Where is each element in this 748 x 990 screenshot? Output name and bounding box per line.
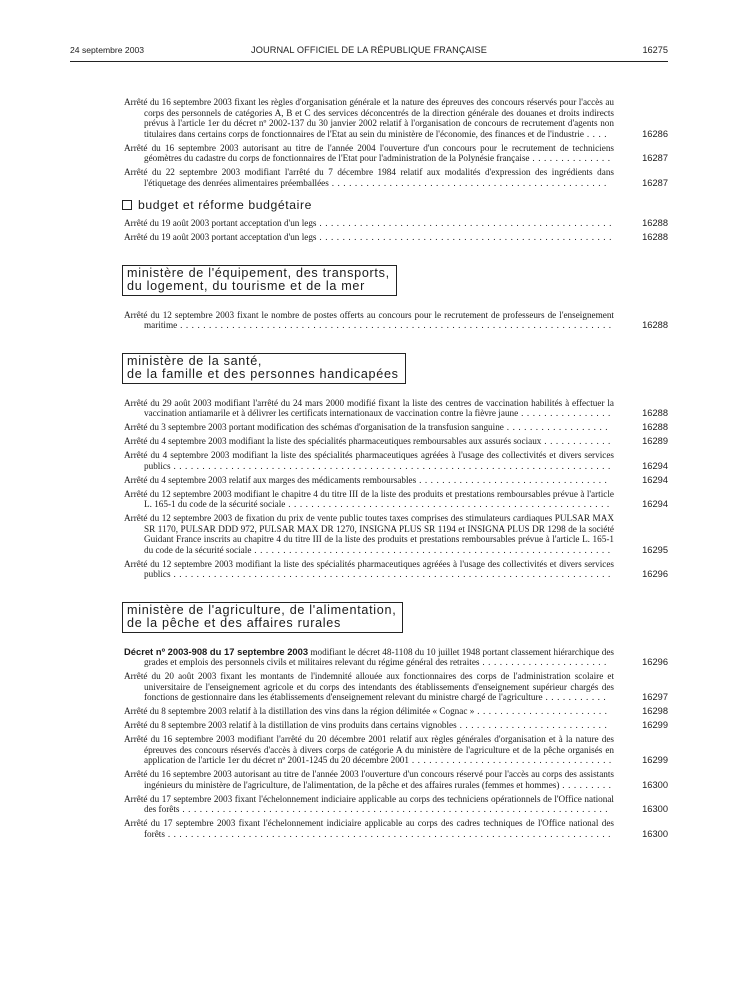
entry-text xyxy=(122,143,614,164)
entry-page-number: 16300 xyxy=(642,779,668,790)
toc-entry[interactable] xyxy=(122,218,668,229)
entry-text xyxy=(122,232,614,243)
ministry-heading-line: de la famille et des personnes handicapées xyxy=(127,367,399,382)
toc-entry[interactable] xyxy=(122,232,668,243)
entry-description: Arrêté du 16 septembre 2003 autorisant au titre de l'année 2004 l'ouverture d'un concours pour le recrutement de techniciens géomètres du cadastre du corps de fonctionnaires de l'Etat pour l'administration de la Polynésie française xyxy=(124,142,614,163)
toc-section xyxy=(122,334,668,580)
entry-text xyxy=(122,720,614,731)
entry-text xyxy=(122,734,614,766)
entry-description: Arrêté du 4 septembre 2003 modifiant la liste des spécialités pharmaceutiques agréées à l'usage des collectivités et divers services publics xyxy=(124,450,614,471)
dot-leader: . . . . . . . . . . . . . . . . . . . . . . . . . . . . . . . . . . . . . . . . . . . . . . . . . . . . . . . . . . . . . . . . . . . . . . . . . . . . xyxy=(170,569,611,580)
toc-section xyxy=(122,198,668,243)
toc-entry[interactable] xyxy=(122,143,668,164)
entry-page-number: 16288 xyxy=(642,218,668,228)
toc-entry[interactable] xyxy=(122,720,668,731)
section-title xyxy=(122,198,668,212)
entry-text xyxy=(122,513,614,555)
entry-page-number: 16300 xyxy=(642,804,668,815)
entry-text xyxy=(122,559,614,580)
toc-entry[interactable] xyxy=(122,398,668,419)
ministry-heading-box xyxy=(122,265,397,296)
ministry-heading-line: ministère de la santé, xyxy=(127,354,263,369)
toc-entry[interactable] xyxy=(122,647,668,668)
toc-entry[interactable] xyxy=(122,436,668,447)
section-title-text: budget et réforme budgétaire xyxy=(138,198,312,212)
dot-leader: . . . . . . . . . . . . . . . . . . . . . . . . . . . . . . . . . . . . . . . . . . . . . . . . . . . . . . . . xyxy=(285,499,610,510)
ministry-heading-line: ministère de l'agriculture, de l'alimentation, xyxy=(127,603,397,618)
entry-description: Arrêté du 12 septembre 2003 de fixation du prix de vente public toutes taxes comprises des stimulateurs cardiaques PULSAR MAX SR 1170, PULSAR DDD 972, PULSAR MAX DR 1270, INSIGNA PLUS SR 1194 et INSIGNA PLUS DR 1298 de la société Guidant France inscrits au chapitre 4 du titre III de la liste des produits et prestations remboursables prévue à l'article L. 165-1 du code de la sécurité sociale xyxy=(124,513,614,555)
entry-description: Arrêté du 20 août 2003 fixant les montants de l'indemnité allouée aux fonctionnaires des corps de l'administration scolaire et universitaire de l'enseignement agricole et du corps des intendants des établissements d'enseignement supérieur chargés des fonctions de gestionnaire dans les établissements d'enseignement relevant du ministre chargé de l'agriculture xyxy=(124,671,614,703)
entry-description: Arrêté du 12 septembre 2003 fixant le nombre de postes offerts au concours pour le recrutement de professeurs de l'enseignement maritime xyxy=(124,309,614,331)
dot-leader: . . . . xyxy=(583,128,608,139)
entry-page-number: 16296 xyxy=(642,657,668,668)
entry-page-number: 16289 xyxy=(642,436,668,447)
dot-leader: . . . . . . . . . . . . . . . . . . . . . . . . . . . . . . . . . . . . . . . . . . . . . . . . . . . . . . . . . . . . . . . . . . . . . . . . . . xyxy=(179,804,609,815)
dot-leader: . . . . . . . . . . . . . . . . . . xyxy=(503,422,609,433)
entry-page-number: 16294 xyxy=(642,474,668,485)
entry-text xyxy=(122,489,614,510)
entry-description: Arrêté du 22 septembre 2003 modifiant l'arrêté du 7 décembre 1984 relatif aux modalités d'expression des ingrédients dans l'étiquetage des denrées alimentaires préemballées xyxy=(124,167,614,188)
dot-leader: . . . . . . . . . . . . . . . . . . . . . . . . . . xyxy=(456,720,608,731)
entry-description: Arrêté du 8 septembre 2003 relatif à la distillation de vins produits dans certains vignobles xyxy=(124,720,457,731)
entry-description: Arrêté du 4 septembre 2003 modifiant la liste des spécialités pharmaceutiques remboursables aux assurés sociaux xyxy=(124,436,542,447)
entry-description: Arrêté du 19 août 2003 portant acceptation d'un legs xyxy=(124,232,317,242)
dot-leader: . . . . . . . . . . . . . . . . . . . . . . . . . . . . . . . . . . . . . . . . . . . . . . . . . . . . . . . . . . . . . . xyxy=(251,544,611,555)
toc-entry[interactable] xyxy=(122,450,668,471)
entry-text xyxy=(122,706,614,717)
toc-entry[interactable] xyxy=(122,769,668,790)
toc-entry[interactable] xyxy=(122,671,668,703)
entry-description: Arrêté du 16 septembre 2003 fixant les règles d'organisation générale et la nature des épreuves des concours réservés pour l'accès au corps des personnels de catégories A, B et C des services déconcentrés de la direction générale des douanes et droits indirects prévus à l'article 1er du décret nº 2002-137 du 30 janvier 2002 relatif à l'organisation de concours de recrutement d'agents non titulaires dans certains corps de fonctionnaires de l'Etat au sein du ministère de l'économie, des finances et de l'industrie xyxy=(124,97,614,139)
entry-page-number: 16287 xyxy=(642,153,668,163)
dot-leader: . . . . . . . . . . . . . . xyxy=(529,153,611,163)
entry-page-number: 16288 xyxy=(642,408,668,419)
entry-description: modifiant le décret 48-1108 du 10 juillet 1948 portant classement hiérarchique des grades et emplois des personnels civils et militaires relevant du régime général des retraites xyxy=(144,646,615,668)
dot-leader: . . . . . . . . . . . . . . . . . . . . . . . . . . . . . . . . . . . xyxy=(408,755,612,766)
toc-entry[interactable] xyxy=(122,310,668,331)
dot-leader: . . . . . . . . . xyxy=(559,779,612,790)
dot-leader: . . . . . . . . . . . xyxy=(542,692,607,703)
toc-entry[interactable] xyxy=(122,513,668,555)
entry-text xyxy=(122,794,614,815)
entry-page-number: 16295 xyxy=(642,544,668,555)
entry-page-number: 16288 xyxy=(642,422,668,433)
entry-page-number: 16298 xyxy=(642,706,668,717)
toc-entry[interactable] xyxy=(122,706,668,717)
entry-description: Arrêté du 17 septembre 2003 fixant l'échelonnement indiciaire applicable au corps des techniciens opérationnels de l'Office national des forêts xyxy=(124,793,614,815)
entry-text xyxy=(122,310,614,331)
dot-leader: . . . . . . . . . . . . . . . . . . . . . . . . . . . . . . . . . . . . . . . . . . . . . . . . . . . . . . . . . . . . . . . . . . . . . . . . . . . . . xyxy=(164,828,612,839)
entry-description: Arrêté du 12 septembre 2003 modifiant le chapitre 4 du titre III de la liste des produits et prestations remboursables prévue à l'article L. 165-1 du code de la sécurité sociale xyxy=(124,488,614,510)
entry-text xyxy=(122,450,614,471)
entry-text xyxy=(122,97,614,139)
toc-section xyxy=(122,583,668,839)
entry-text xyxy=(122,671,614,703)
square-bullet-icon xyxy=(122,200,132,210)
toc-entry[interactable] xyxy=(122,734,668,766)
entry-text xyxy=(122,647,614,668)
table-of-contents xyxy=(122,97,668,843)
toc-entry[interactable] xyxy=(122,167,668,188)
entry-page-number: 16287 xyxy=(642,177,668,188)
entry-text xyxy=(122,422,614,433)
entry-description: Arrêté du 17 septembre 2003 fixant l'échelonnement indiciaire applicable au corps des cadres techniques de l'Office national des forêts xyxy=(124,818,614,839)
toc-section xyxy=(122,97,668,188)
entry-description: Arrêté du 12 septembre 2003 modifiant la liste des spécialités pharmaceutiques agréées à l'usage des collectivités et divers services publics xyxy=(124,558,614,580)
dot-leader: . . . . . . . . . . . . xyxy=(541,436,611,447)
toc-entry[interactable] xyxy=(122,794,668,815)
entry-page-number: 16286 xyxy=(642,128,668,139)
issue-date: 24 septembre 2003 xyxy=(70,45,145,55)
toc-entry[interactable] xyxy=(122,475,668,486)
entry-description: Arrêté du 16 septembre 2003 autorisant au titre de l'année 2003 l'ouverture d'un concours réservé pour l'accès au corps des assistants ingénieurs du ministère de l'agriculture, de l'alimentation, de la pêche et des affaires rurales (femmes et hommes) xyxy=(124,769,614,790)
entry-description: Arrêté du 3 septembre 2003 portant modification des schémas d'organisation de la transfusion sanguine xyxy=(124,422,504,433)
toc-entry[interactable] xyxy=(122,818,668,839)
dot-leader: . . . . . . . . . . . . . . . . . . . . . . . . . . . . . . . . . xyxy=(416,474,608,485)
ministry-heading-box xyxy=(122,602,403,633)
entry-page-number: 16294 xyxy=(642,499,668,510)
journal-title: JOURNAL OFFICIEL DE LA RÉPUBLIQUE FRANÇAISE xyxy=(251,45,487,55)
dot-leader: . . . . . . . . . . . . . . . . . . . . . . . . . . . . . . . . . . . . . . . . . . . . . . . . . . . . . . . . . . . . . . . . . . . . . . . . . . . xyxy=(177,320,612,331)
dot-leader: . . . . . . . . . . . . . . . . xyxy=(518,408,611,419)
ministry-heading-line: de la pêche et des affaires rurales xyxy=(127,616,341,631)
ministry-heading-box xyxy=(122,353,406,384)
dot-leader: . . . . . . . . . . . . . . . . . . . . . . . . . . . . . . . . . . . . . . . . . . . . . . . . . . . . . . . . . . . . . . . . . . . . . . . . . . . . xyxy=(170,460,611,471)
ministry-heading-line: ministère de l'équipement, des transports, xyxy=(127,266,390,280)
entry-text xyxy=(122,769,614,790)
toc-entry[interactable] xyxy=(122,97,668,139)
entry-description: Arrêté du 19 août 2003 portant acceptation d'un legs xyxy=(124,218,317,228)
entry-text xyxy=(122,436,614,447)
entry-page-number: 16288 xyxy=(642,320,668,331)
entry-description: Arrêté du 16 septembre 2003 modifiant l'arrêté du 20 décembre 2001 relatif aux règles générales d'organisation et à la nature des épreuves des concours réservés d'accès à divers corps de catégorie A du ministère de l'agriculture et de la pêche organisés en application de l'article 1er du décret nº 2001-1245 du 20 décembre 2001 xyxy=(124,734,614,766)
entry-page-number: 16299 xyxy=(642,755,668,766)
entry-description: Arrêté du 29 août 2003 modifiant l'arrêté du 24 mars 2000 modifié fixant la liste des centres de vaccination habilités à effectuer la vaccination antiamarile et à délivrer les certificats internationaux de vaccination contre la fièvre jaune xyxy=(124,397,614,419)
page-header xyxy=(70,45,668,61)
entry-text xyxy=(122,475,614,486)
toc-entry[interactable] xyxy=(122,422,668,433)
dot-leader: . . . . . . . . . . . . . . . . . . . . . . . . . . . . . . . . . . . . . . . . . . . . . . . . . . . xyxy=(316,218,612,228)
entry-page-number: 16294 xyxy=(642,460,668,471)
entry-page-number: 16296 xyxy=(642,569,668,580)
page-number: 16275 xyxy=(642,45,668,55)
entry-page-number: 16288 xyxy=(642,232,668,242)
ministry-heading-line: du logement, du tourisme et de la mer xyxy=(127,279,366,294)
entry-text xyxy=(122,398,614,419)
dot-leader: . . . . . . . . . . . . . . . . . . . . . . . xyxy=(474,706,608,717)
dot-leader: . . . . . . . . . . . . . . . . . . . . . . xyxy=(479,657,607,668)
entry-description: Arrêté du 8 septembre 2003 relatif à la distillation des vins dans la région délimitée « Cognac » xyxy=(124,706,475,717)
entry-page-number: 16300 xyxy=(642,828,668,839)
dot-leader: . . . . . . . . . . . . . . . . . . . . . . . . . . . . . . . . . . . . . . . . . . . . . . . . . . . xyxy=(316,232,612,242)
toc-entry[interactable] xyxy=(122,559,668,580)
header-rule xyxy=(70,61,668,62)
toc-entry[interactable] xyxy=(122,489,668,510)
entry-text xyxy=(122,167,614,188)
entry-text xyxy=(122,218,614,229)
decree-reference: Décret nº 2003-908 du 17 septembre 2003 xyxy=(124,645,309,657)
entry-page-number: 16297 xyxy=(642,692,668,703)
toc-section xyxy=(122,246,668,331)
entry-text xyxy=(122,818,614,839)
dot-leader: . . . . . . . . . . . . . . . . . . . . . . . . . . . . . . . . . . . . . . . . . . . . . . . . xyxy=(328,177,607,188)
entry-page-number: 16299 xyxy=(642,720,668,731)
entry-description: Arrêté du 4 septembre 2003 relatif aux marges des médicaments remboursables xyxy=(124,474,417,485)
